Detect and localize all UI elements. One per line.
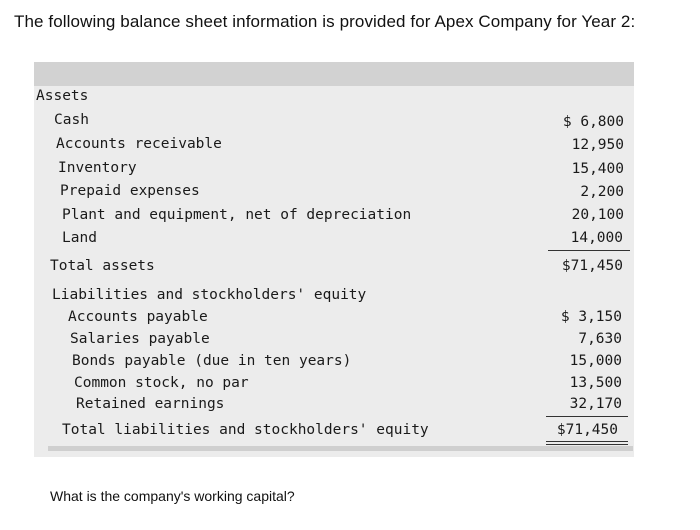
liability-amount: 13,500	[569, 375, 622, 391]
asset-label: Accounts receivable	[56, 136, 222, 152]
liability-label: Accounts payable	[68, 309, 208, 325]
liability-label: Salaries payable	[70, 331, 210, 347]
total-assets-amount: $71,450	[561, 258, 623, 274]
asset-amount: 14,000	[570, 230, 623, 246]
asset-label: Prepaid expenses	[60, 183, 200, 199]
asset-amount: 15,400	[571, 161, 624, 177]
liability-amount: 32,170	[569, 396, 622, 412]
asset-amount: $ 6,800	[562, 114, 624, 130]
asset-amount: 2,200	[580, 184, 624, 200]
total-rule-bottom	[546, 444, 628, 445]
liability-label: Bonds payable (due in ten years)	[72, 353, 352, 369]
liability-label: Common stock, no par	[74, 375, 249, 391]
balance-sheet-header-band	[34, 62, 634, 86]
asset-amount: 12,950	[571, 137, 624, 153]
balance-sheet-footer-band	[48, 446, 633, 451]
question-text: What is the company's working capital?	[50, 488, 295, 504]
asset-amount: 20,100	[571, 207, 624, 223]
liabilities-heading: Liabilities and stockholders' equity	[52, 287, 367, 303]
liability-label: Retained earnings	[76, 396, 225, 412]
intro-text: The following balance sheet information is provided for Apex Company for Year 2:	[14, 12, 636, 31]
asset-label: Inventory	[58, 160, 137, 176]
assets-heading: Assets	[36, 88, 89, 104]
liability-amount: 15,000	[569, 353, 622, 369]
subtotal-rule	[548, 250, 630, 251]
total-liabilities-label: Total liabilities and stockholders' equity	[62, 422, 429, 438]
asset-label: Plant and equipment, net of depreciation	[62, 207, 412, 223]
liability-amount: $ 3,150	[560, 309, 622, 325]
subtotal-rule	[546, 416, 628, 417]
total-assets-label: Total assets	[50, 258, 155, 274]
asset-label: Cash	[54, 112, 89, 128]
liability-amount: 7,630	[578, 331, 622, 347]
total-liabilities-amount: $71,450	[556, 422, 618, 438]
asset-label: Land	[62, 230, 97, 246]
total-rule-top	[546, 441, 628, 442]
